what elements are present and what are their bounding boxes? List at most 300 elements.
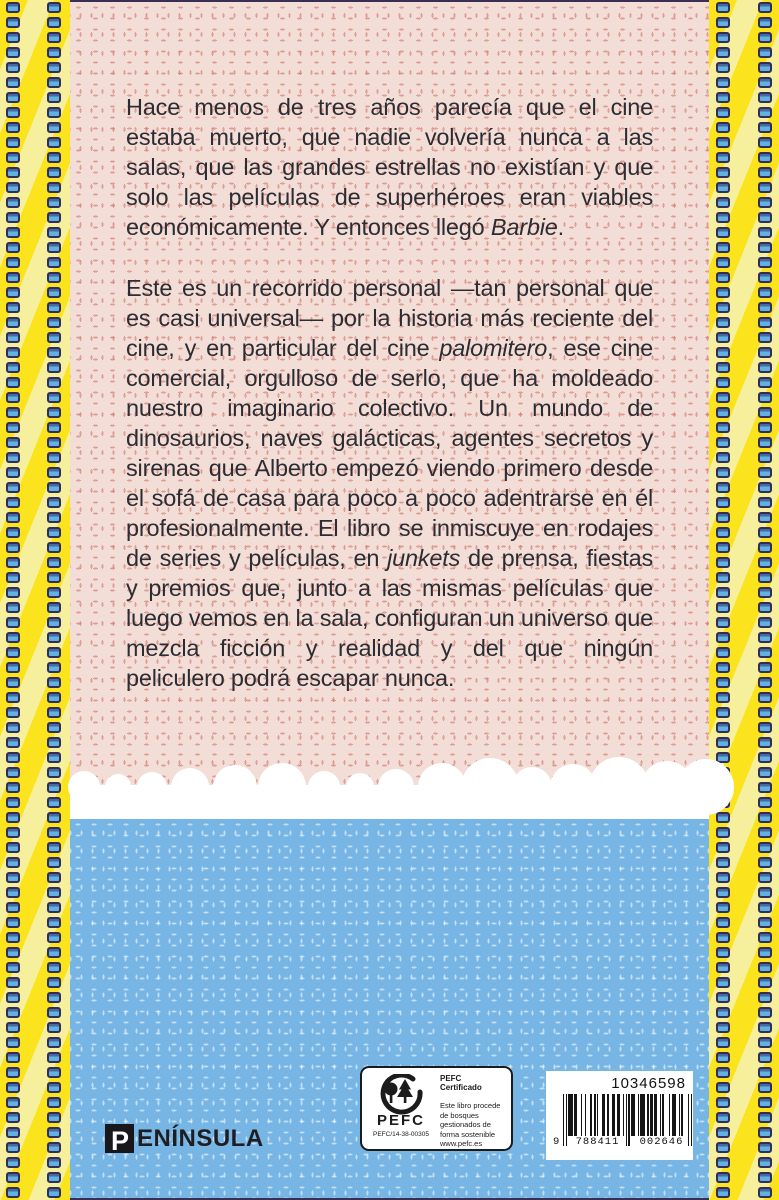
sprocket-hole-icon: [716, 422, 730, 433]
sprocket-hole-icon: [716, 437, 730, 448]
sprocket-hole-icon: [716, 212, 730, 223]
sprocket-hole-icon: [758, 512, 772, 523]
sprocket-hole-icon: [47, 1097, 61, 1108]
sprocket-hole-icon: [716, 527, 730, 538]
sprocket-hole-icon: [47, 587, 61, 598]
sprocket-hole-icon: [758, 287, 772, 298]
sprocket-hole-icon: [716, 272, 730, 283]
barcode-wrap: [553, 1094, 686, 1148]
sprocket-hole-icon: [6, 467, 20, 478]
sprocket-hole-icon: [758, 872, 772, 883]
sprocket-hole-icon: [758, 77, 772, 88]
sprocket-hole-icon: [47, 797, 61, 808]
sprocket-hole-icon: [758, 1112, 772, 1123]
sprocket-hole-icon: [758, 1142, 772, 1153]
sprocket-hole-icon: [716, 692, 730, 703]
sprocket-hole-icon: [716, 497, 730, 508]
sprocket-hole-icon: [758, 347, 772, 358]
sprocket-hole-icon: [716, 977, 730, 988]
sprocket-hole-icon: [47, 1052, 61, 1063]
sprocket-hole-icon: [6, 752, 20, 763]
sprocket-hole-icon: [758, 497, 772, 508]
cloud-bump: [137, 772, 167, 802]
sprocket-hole-icon: [6, 1052, 20, 1063]
cloud-bump: [589, 757, 649, 817]
synopsis: [126, 92, 653, 693]
sprocket-hole-icon: [6, 557, 20, 568]
sprocket-hole-icon: [758, 317, 772, 328]
film-strip-right: [706, 0, 779, 1200]
sprocket-hole-icon: [716, 17, 730, 28]
sprocket-hole-icon: [47, 1067, 61, 1078]
sprocket-hole-icon: [47, 1127, 61, 1138]
sprocket-hole-icon: [758, 272, 772, 283]
sprocket-hole-icon: [6, 317, 20, 328]
sprocket-hole-icon: [758, 782, 772, 793]
sprocket-hole-icon: [758, 842, 772, 853]
sprocket-hole-icon: [758, 182, 772, 193]
sprocket-hole-icon: [716, 677, 730, 688]
sprocket-hole-icon: [716, 287, 730, 298]
sprocket-hole-icon: [758, 32, 772, 43]
cloud-bump: [346, 773, 374, 801]
sprocket-hole-icon: [47, 692, 61, 703]
sprocket-hole-icon: [716, 1112, 730, 1123]
sprocket-hole-icon: [758, 707, 772, 718]
cloud-bump: [418, 763, 466, 811]
sprocket-hole-icon: [6, 902, 20, 913]
sprocket-hole-icon: [47, 242, 61, 253]
sprocket-hole-icon: [47, 812, 61, 823]
sprocket-hole-icon: [47, 1142, 61, 1153]
sprocket-hole-icon: [716, 167, 730, 178]
sprocket-hole-icon: [47, 662, 61, 673]
sprocket-hole-icon: [6, 542, 20, 553]
sprocket-hole-icon: [716, 152, 730, 163]
sprocket-hole-icon: [716, 1157, 730, 1168]
sprocket-hole-icon: [47, 77, 61, 88]
sprocket-hole-icon: [47, 722, 61, 733]
sprocket-hole-icon: [716, 107, 730, 118]
sprocket-hole-icon: [6, 257, 20, 268]
cover-panel: [70, 0, 709, 1200]
sprocket-hole-icon: [47, 542, 61, 553]
sprocket-hole-icon: [6, 287, 20, 298]
sprocket-hole-icon: [758, 527, 772, 538]
sprocket-hole-icon: [716, 182, 730, 193]
sprocket-hole-icon: [6, 242, 20, 253]
sprocket-hole-icon: [47, 1082, 61, 1093]
sprocket-hole-icon: [6, 632, 20, 643]
sprocket-hole-icon: [758, 107, 772, 118]
sprocket-hole-icon: [758, 902, 772, 913]
sprocket-hole-icon: [758, 242, 772, 253]
sprocket-hole-icon: [6, 572, 20, 583]
sprocket-hole-icon: [758, 1007, 772, 1018]
sprocket-hole-icon: [47, 227, 61, 238]
sprocket-hole-icon: [758, 857, 772, 868]
cloud-bump: [678, 759, 734, 815]
sprocket-hole-icon: [6, 887, 20, 898]
sprocket-hole-icon: [716, 122, 730, 133]
sprocket-hole-icon: [6, 332, 20, 343]
sprocket-hole-icon: [716, 932, 730, 943]
sprocket-hole-icon: [47, 962, 61, 973]
sprocket-hole-icon: [758, 197, 772, 208]
sprocket-hole-icon: [716, 137, 730, 148]
sprocket-hole-icon: [6, 302, 20, 313]
sprocket-hole-icon: [716, 632, 730, 643]
sprocket-hole-icon: [716, 347, 730, 358]
cloud-bump: [308, 771, 340, 803]
cloud-bump: [378, 769, 414, 805]
sprocket-hole-icon: [716, 362, 730, 373]
sprocket-hole-icon: [716, 737, 730, 748]
sprocket-hole-icon: [6, 917, 20, 928]
sprocket-hole-icon: [6, 152, 20, 163]
sprocket-hole-icon: [6, 1082, 20, 1093]
sprocket-hole-icon: [758, 602, 772, 613]
sprocket-hole-icon: [6, 1007, 20, 1018]
sprocket-hole-icon: [6, 62, 20, 73]
sprocket-hole-icon: [6, 617, 20, 628]
sprocket-hole-icon: [47, 902, 61, 913]
sprocket-hole-icon: [758, 167, 772, 178]
sprocket-hole-icon: [716, 542, 730, 553]
pefc-right-column: [433, 1074, 504, 1148]
pefc-description: Este libro procede de bosques gestionados de forma sostenible: [440, 1101, 501, 1139]
sprocket-hole-icon: [47, 1112, 61, 1123]
sprocket-hole-icon: [758, 677, 772, 688]
sprocket-hole-icon: [716, 557, 730, 568]
sprocket-hole-icon: [6, 437, 20, 448]
sprocket-column: [758, 0, 772, 1200]
sprocket-hole-icon: [6, 842, 20, 853]
sprocket-hole-icon: [758, 1052, 772, 1063]
sprocket-hole-icon: [758, 992, 772, 1003]
sprocket-hole-icon: [6, 212, 20, 223]
sprocket-hole-icon: [716, 902, 730, 913]
sprocket-hole-icon: [47, 392, 61, 403]
sprocket-hole-icon: [6, 362, 20, 373]
sprocket-hole-icon: [47, 752, 61, 763]
synopsis-section: [70, 2, 709, 749]
sprocket-hole-icon: [758, 917, 772, 928]
sprocket-hole-icon: [758, 332, 772, 343]
sprocket-hole-icon: [6, 707, 20, 718]
sprocket-hole-icon: [47, 572, 61, 583]
sprocket-hole-icon: [758, 407, 772, 418]
sprocket-hole-icon: [6, 272, 20, 283]
sprocket-hole-icon: [758, 587, 772, 598]
sprocket-hole-icon: [758, 92, 772, 103]
sprocket-hole-icon: [6, 587, 20, 598]
sprocket-hole-icon: [47, 152, 61, 163]
sprocket-hole-icon: [716, 242, 730, 253]
sprocket-hole-icon: [6, 422, 20, 433]
sprocket-hole-icon: [758, 1172, 772, 1183]
sprocket-hole-icon: [6, 1127, 20, 1138]
sprocket-hole-icon: [716, 857, 730, 868]
sprocket-hole-icon: [47, 287, 61, 298]
sprocket-hole-icon: [47, 182, 61, 193]
sprocket-hole-icon: [716, 1187, 730, 1198]
sprocket-hole-icon: [6, 737, 20, 748]
sprocket-column: [6, 0, 20, 1200]
cloud-bump: [68, 771, 100, 803]
sprocket-hole-icon: [6, 1037, 20, 1048]
sprocket-hole-icon: [6, 47, 20, 58]
sprocket-hole-icon: [758, 257, 772, 268]
sprocket-hole-icon: [716, 812, 730, 823]
sprocket-hole-icon: [6, 872, 20, 883]
sprocket-hole-icon: [758, 1082, 772, 1093]
sprocket-hole-icon: [758, 137, 772, 148]
sprocket-hole-icon: [47, 167, 61, 178]
sprocket-hole-icon: [6, 602, 20, 613]
sprocket-hole-icon: [47, 302, 61, 313]
sprocket-hole-icon: [6, 227, 20, 238]
sprocket-hole-icon: [6, 32, 20, 43]
sprocket-hole-icon: [758, 17, 772, 28]
sprocket-hole-icon: [6, 1187, 20, 1198]
sprocket-hole-icon: [716, 227, 730, 238]
isbn-group1: 788411: [575, 1136, 620, 1148]
sprocket-hole-icon: [716, 602, 730, 613]
pefc-wordmark: PEFC: [376, 1112, 425, 1129]
sprocket-hole-icon: [6, 782, 20, 793]
peninsula-logo-initial: P: [111, 1126, 130, 1156]
sprocket-hole-icon: [758, 227, 772, 238]
sprocket-hole-icon: [716, 947, 730, 958]
barcode-label: [546, 1071, 693, 1160]
sprocket-hole-icon: [47, 347, 61, 358]
sprocket-hole-icon: [716, 647, 730, 658]
sprocket-hole-icon: [758, 572, 772, 583]
sprocket-hole-icon: [6, 122, 20, 133]
sprocket-hole-icon: [6, 797, 20, 808]
sprocket-hole-icon: [6, 677, 20, 688]
cloud-bump: [512, 767, 552, 807]
sprocket-hole-icon: [47, 917, 61, 928]
sprocket-hole-icon: [716, 332, 730, 343]
pefc-license-number: PEFC/14-38-00305: [372, 1131, 429, 1138]
sprocket-hole-icon: [6, 1142, 20, 1153]
sprocket-hole-icon: [758, 392, 772, 403]
sprocket-hole-icon: [47, 452, 61, 463]
sprocket-hole-icon: [47, 92, 61, 103]
sprocket-hole-icon: [716, 392, 730, 403]
sprocket-hole-icon: [47, 1007, 61, 1018]
sprocket-hole-icon: [47, 1187, 61, 1198]
sprocket-hole-icon: [716, 62, 730, 73]
sprocket-hole-icon: [716, 32, 730, 43]
sprocket-hole-icon: [47, 1157, 61, 1168]
sprocket-hole-icon: [758, 122, 772, 133]
sprocket-hole-icon: [47, 107, 61, 118]
sprocket-hole-icon: [47, 977, 61, 988]
sprocket-hole-icon: [47, 32, 61, 43]
sprocket-hole-icon: [47, 767, 61, 778]
sprocket-column: [47, 0, 61, 1200]
sprocket-hole-icon: [6, 407, 20, 418]
sprocket-hole-icon: [47, 17, 61, 28]
sprocket-hole-icon: [716, 887, 730, 898]
sprocket-hole-icon: [758, 1187, 772, 1198]
sprocket-hole-icon: [758, 1067, 772, 1078]
isbn-prefix: 9: [553, 1136, 560, 1148]
sprocket-hole-icon: [6, 932, 20, 943]
sprocket-hole-icon: [47, 332, 61, 343]
sprocket-hole-icon: [758, 47, 772, 58]
sprocket-hole-icon: [6, 857, 20, 868]
sprocket-hole-icon: [47, 137, 61, 148]
sprocket-hole-icon: [6, 527, 20, 538]
synopsis-paragraph: Hace menos de tres años parecía que el cine estaba muerto, que nadie volvería nunca a las salas, que las grandes estrellas no existían y que solo las películas de superhéroes eran viables económicamente. Y entonces llegó Barbie.: [126, 94, 653, 240]
sprocket-hole-icon: [47, 62, 61, 73]
sprocket-hole-icon: [6, 107, 20, 118]
sprocket-hole-icon: [47, 947, 61, 958]
sprocket-hole-icon: [6, 182, 20, 193]
sprocket-hole-icon: [47, 407, 61, 418]
sprocket-hole-icon: [758, 662, 772, 673]
sprocket-hole-icon: [47, 212, 61, 223]
peninsula-logo: [105, 1124, 264, 1156]
sprocket-hole-icon: [758, 377, 772, 388]
sprocket-hole-icon: [47, 257, 61, 268]
sprocket-hole-icon: [47, 317, 61, 328]
sprocket-hole-icon: [47, 362, 61, 373]
sprocket-hole-icon: [6, 1172, 20, 1183]
sprocket-hole-icon: [716, 872, 730, 883]
sprocket-hole-icon: [758, 557, 772, 568]
sprocket-hole-icon: [716, 617, 730, 628]
sprocket-hole-icon: [6, 2, 20, 13]
sprocket-hole-icon: [716, 1022, 730, 1033]
sprocket-hole-icon: [6, 452, 20, 463]
sprocket-hole-icon: [6, 137, 20, 148]
sprocket-hole-icon: [47, 707, 61, 718]
sprocket-hole-icon: [716, 77, 730, 88]
sprocket-hole-icon: [6, 497, 20, 508]
sprocket-column: [716, 0, 730, 1200]
cloud-bump: [105, 774, 131, 800]
sprocket-hole-icon: [716, 377, 730, 388]
sprocket-hole-icon: [716, 302, 730, 313]
footer-section: [70, 819, 709, 1198]
sprocket-hole-icon: [758, 977, 772, 988]
sprocket-hole-icon: [47, 737, 61, 748]
sprocket-hole-icon: [716, 467, 730, 478]
sprocket-hole-icon: [6, 347, 20, 358]
sprocket-hole-icon: [47, 527, 61, 538]
sprocket-hole-icon: [6, 482, 20, 493]
sprocket-hole-icon: [6, 377, 20, 388]
sprocket-hole-icon: [6, 392, 20, 403]
product-code: 10346598: [611, 1075, 686, 1092]
sprocket-hole-icon: [6, 167, 20, 178]
sprocket-hole-icon: [716, 842, 730, 853]
sprocket-hole-icon: [6, 92, 20, 103]
cloud-bump: [461, 758, 519, 816]
sprocket-hole-icon: [716, 707, 730, 718]
sprocket-hole-icon: [47, 122, 61, 133]
sprocket-hole-icon: [716, 662, 730, 673]
sprocket-hole-icon: [716, 452, 730, 463]
sprocket-hole-icon: [47, 992, 61, 1003]
sprocket-hole-icon: [47, 422, 61, 433]
sprocket-hole-icon: [6, 17, 20, 28]
sprocket-hole-icon: [758, 482, 772, 493]
sprocket-hole-icon: [47, 932, 61, 943]
sprocket-hole-icon: [716, 512, 730, 523]
sprocket-hole-icon: [47, 1022, 61, 1033]
pefc-website: www.pefc.es: [440, 1139, 483, 1148]
sprocket-hole-icon: [6, 992, 20, 1003]
sprocket-hole-icon: [716, 917, 730, 928]
barcode-bar: [691, 1094, 692, 1146]
sprocket-hole-icon: [758, 62, 772, 73]
sprocket-hole-icon: [6, 1067, 20, 1078]
sprocket-hole-icon: [758, 437, 772, 448]
sprocket-hole-icon: [6, 767, 20, 778]
sprocket-hole-icon: [716, 1142, 730, 1153]
sprocket-hole-icon: [716, 992, 730, 1003]
sprocket-hole-icon: [47, 47, 61, 58]
sprocket-hole-icon: [6, 947, 20, 958]
sprocket-hole-icon: [47, 887, 61, 898]
sprocket-hole-icon: [758, 887, 772, 898]
sprocket-hole-icon: [716, 722, 730, 733]
sprocket-hole-icon: [6, 512, 20, 523]
sprocket-hole-icon: [758, 1097, 772, 1108]
sprocket-hole-icon: [758, 422, 772, 433]
sprocket-hole-icon: [6, 197, 20, 208]
sprocket-hole-icon: [758, 752, 772, 763]
sprocket-hole-icon: [758, 1037, 772, 1048]
sprocket-hole-icon: [716, 1082, 730, 1093]
cloud-bump: [258, 763, 306, 811]
pefc-left-column: [369, 1074, 433, 1145]
sprocket-hole-icon: [716, 1127, 730, 1138]
sprocket-hole-icon: [47, 272, 61, 283]
sprocket-hole-icon: [758, 932, 772, 943]
sprocket-hole-icon: [758, 617, 772, 628]
sprocket-hole-icon: [758, 212, 772, 223]
sprocket-hole-icon: [758, 542, 772, 553]
film-strip-left: [0, 0, 73, 1200]
sprocket-hole-icon: [716, 1037, 730, 1048]
sprocket-hole-icon: [716, 1172, 730, 1183]
sprocket-hole-icon: [47, 602, 61, 613]
sprocket-hole-icon: [758, 152, 772, 163]
sprocket-hole-icon: [758, 737, 772, 748]
sprocket-hole-icon: [6, 977, 20, 988]
sprocket-hole-icon: [47, 647, 61, 658]
sprocket-hole-icon: [6, 647, 20, 658]
sprocket-hole-icon: [758, 947, 772, 958]
sprocket-hole-icon: [47, 512, 61, 523]
isbn-group2: 002646: [639, 1136, 684, 1148]
sprocket-hole-icon: [6, 827, 20, 838]
sprocket-hole-icon: [47, 197, 61, 208]
sprocket-hole-icon: [47, 467, 61, 478]
sprocket-hole-icon: [716, 1067, 730, 1078]
sprocket-hole-icon: [47, 377, 61, 388]
peninsula-logo-mark: [105, 1124, 134, 1156]
sprocket-hole-icon: [758, 302, 772, 313]
sprocket-hole-icon: [6, 662, 20, 673]
